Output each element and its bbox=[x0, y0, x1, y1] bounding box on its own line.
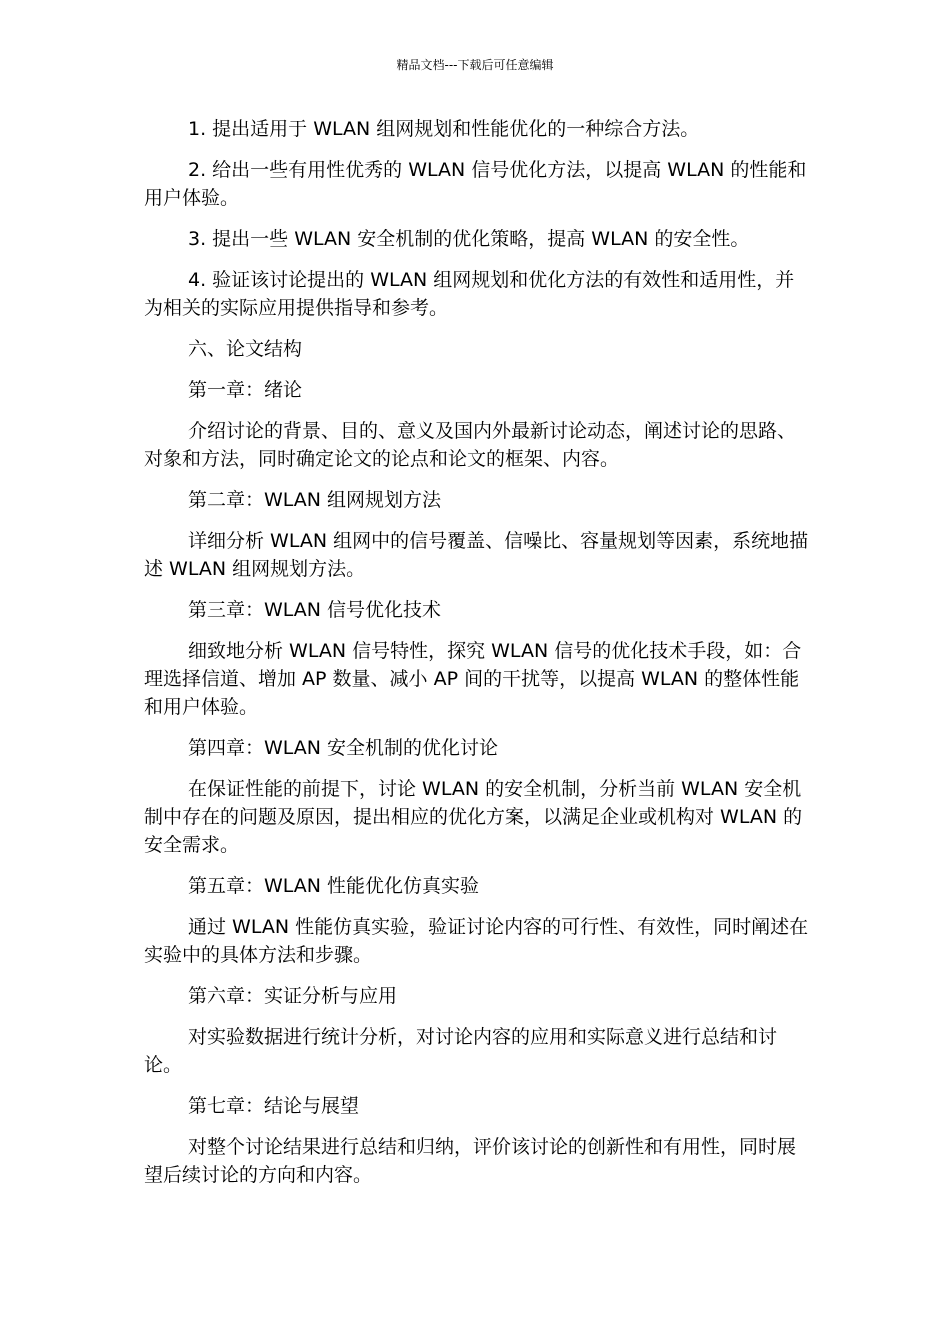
chapter-3-body: 细致地分析 WLAN 信号特性，探究 WLAN 信号的优化技术手段，如：合理选择信道、增加 AP 数量、减小 AP 间的干扰等，以提高 WLAN 的整体性能和用户体验。 bbox=[144, 640, 802, 718]
objective-item-2: 2. 给出一些有用性优秀的 WLAN 信号优化方法，以提高 WLAN 的性能和用户体验。 bbox=[144, 159, 807, 209]
chapter-4-title: 第四章：WLAN 安全机制的优化讨论 bbox=[188, 737, 499, 759]
page-header: 精品文档---下载后可任意编辑 bbox=[396, 58, 554, 72]
chapter-1-body: 介绍讨论的背景、目的、意义及国内外最新讨论动态，阐述讨论的思路、对象和方法，同时确定论文的论点和论文的框架、内容。 bbox=[144, 420, 797, 470]
chapter-6-title: 第六章：实证分析与应用 bbox=[188, 985, 398, 1007]
chapter-6-body: 对实验数据进行统计分析，对讨论内容的应用和实际意义进行总结和讨论。 bbox=[144, 1026, 778, 1076]
chapter-5-title: 第五章：WLAN 性能优化仿真实验 bbox=[188, 875, 480, 897]
section-heading: 六、论文结构 bbox=[188, 338, 303, 360]
chapter-2-body: 详细分析 WLAN 组网中的信号覆盖、信噪比、容量规划等因素，系统地描述 WLAN 组网规划方法。 bbox=[144, 530, 809, 580]
objective-item-4: 4. 验证该讨论提出的 WLAN 组网规划和优化方法的有效性和适用性，并为相关的实际应用提供指导和参考。 bbox=[144, 269, 795, 319]
chapter-1-title: 第一章：绪论 bbox=[188, 379, 303, 401]
chapter-5-body: 通过 WLAN 性能仿真实验，验证讨论内容的可行性、有效性，同时阐述在实验中的具体方法和步骤。 bbox=[144, 916, 809, 966]
chapter-2-title: 第二章：WLAN 组网规划方法 bbox=[188, 489, 442, 511]
chapter-3-title: 第三章：WLAN 信号优化技术 bbox=[188, 599, 442, 621]
chapter-7-body: 对整个讨论结果进行总结和归纳，评价该讨论的创新性和有用性，同时展望后续讨论的方向和内容。 bbox=[144, 1136, 797, 1186]
chapter-7-title: 第七章：结论与展望 bbox=[188, 1095, 360, 1117]
objective-item-3: 3. 提出一些 WLAN 安全机制的优化策略，提高 WLAN 的安全性。 bbox=[188, 228, 750, 250]
objective-item-1: 1. 提出适用于 WLAN 组网规划和性能优化的一种综合方法。 bbox=[188, 118, 700, 140]
chapter-4-body: 在保证性能的前提下，讨论 WLAN 的安全机制，分析当前 WLAN 安全机制中存在的问题及原因，提出相应的优化方案，以满足企业或机构对 WLAN 的安全需求。 bbox=[144, 778, 803, 856]
document-body bbox=[144, 115, 812, 1202]
